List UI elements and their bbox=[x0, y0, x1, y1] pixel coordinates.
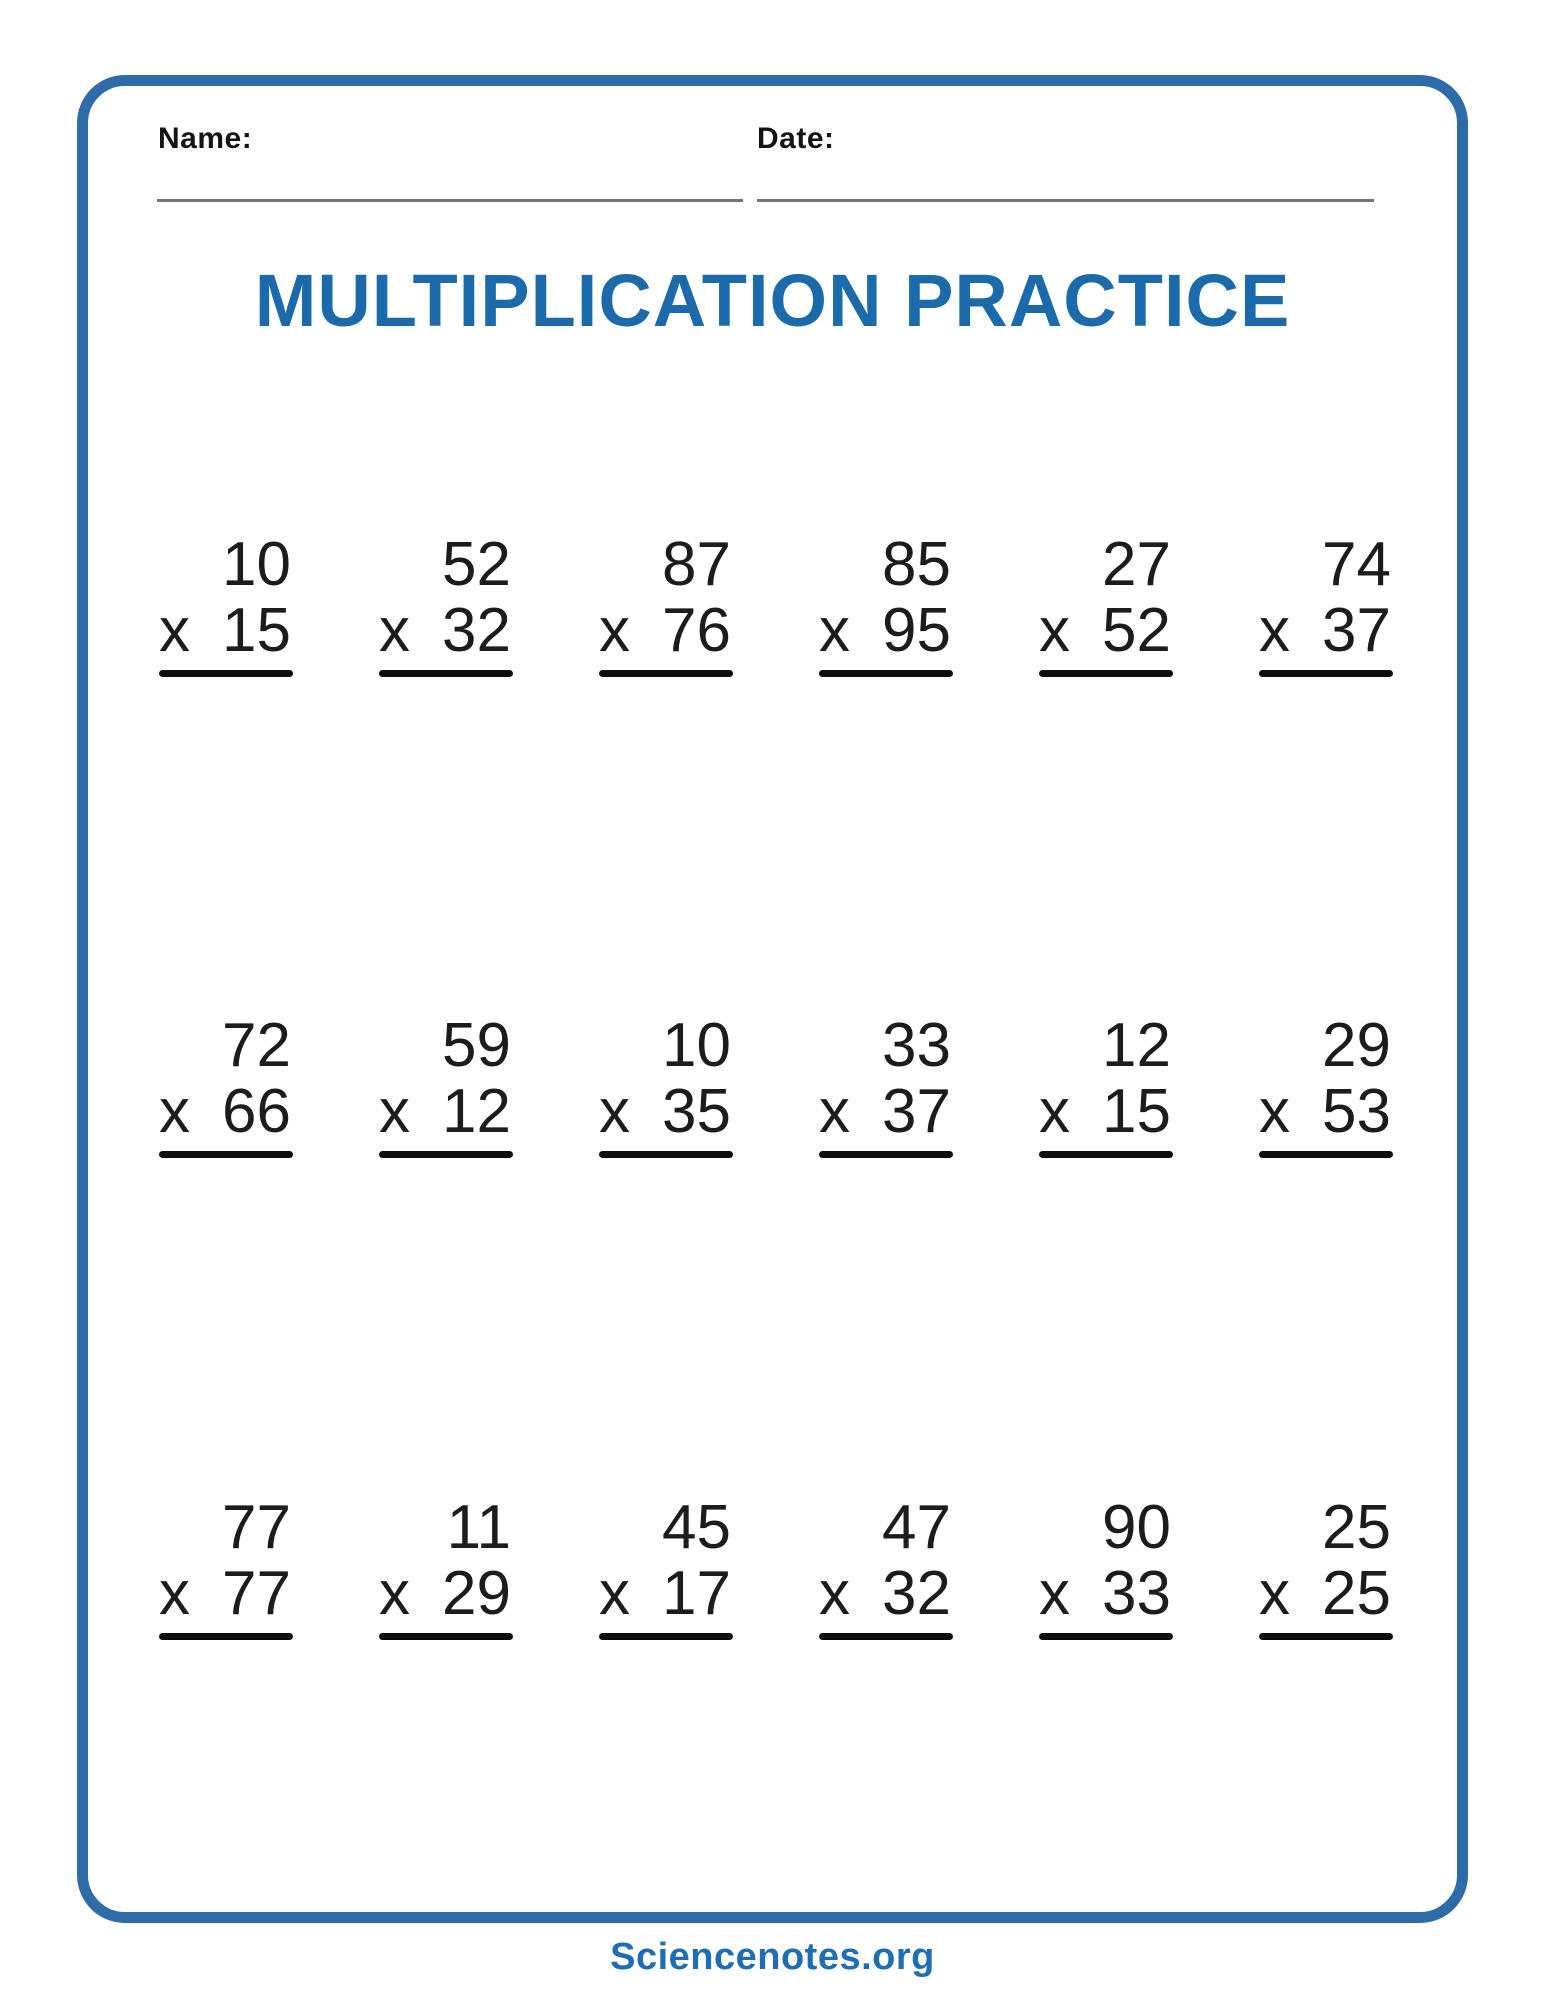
multiplicand: 11 bbox=[446, 1493, 511, 1562]
worksheet-title: MULTIPLICATION PRACTICE bbox=[254, 259, 1291, 342]
multiplier-row bbox=[599, 1079, 733, 1145]
multiplication-problem bbox=[599, 1495, 733, 1640]
multiplier: 37 bbox=[1322, 596, 1391, 665]
answer-line bbox=[819, 670, 953, 677]
multiplicand: 10 bbox=[222, 530, 291, 599]
multiplier: 66 bbox=[222, 1077, 291, 1146]
multiplication-problem bbox=[379, 1495, 513, 1640]
answer-line bbox=[819, 1633, 953, 1640]
multiplication-problem bbox=[159, 532, 293, 677]
multiplicand: 74 bbox=[1322, 530, 1391, 599]
multiplicand: 45 bbox=[662, 1493, 731, 1562]
multiplier: 33 bbox=[1102, 1559, 1171, 1628]
multiplier-row bbox=[1259, 1561, 1393, 1627]
multiplier: 37 bbox=[882, 1077, 951, 1146]
multiply-operator: x bbox=[819, 1077, 850, 1146]
answer-line bbox=[379, 670, 513, 677]
multiplicand: 25 bbox=[1322, 1493, 1391, 1562]
multiply-operator: x bbox=[379, 1559, 410, 1628]
multiplier-row bbox=[599, 598, 733, 664]
multiplier-row bbox=[159, 1079, 293, 1145]
multiplier-row bbox=[159, 598, 293, 664]
multiplicand: 85 bbox=[882, 530, 951, 599]
name-label: Name: bbox=[158, 122, 253, 155]
multiplicand: 29 bbox=[1322, 1011, 1391, 1080]
answer-line bbox=[819, 1151, 953, 1158]
multiplier: 15 bbox=[222, 596, 291, 665]
multiply-operator: x bbox=[1259, 1559, 1290, 1628]
answer-line bbox=[1039, 1151, 1173, 1158]
problem-row-2 bbox=[159, 1013, 1393, 1158]
answer-line bbox=[379, 1633, 513, 1640]
multiplicand: 72 bbox=[222, 1011, 291, 1080]
multiplication-problem bbox=[159, 1013, 293, 1158]
answer-line bbox=[379, 1151, 513, 1158]
multiplication-problem bbox=[379, 532, 513, 677]
worksheet-border-frame bbox=[77, 75, 1468, 1923]
multiply-operator: x bbox=[819, 596, 850, 665]
answer-line bbox=[1259, 1633, 1393, 1640]
multiplier: 77 bbox=[222, 1559, 291, 1628]
multiplication-problem bbox=[1039, 532, 1173, 677]
multiplicand: 77 bbox=[222, 1493, 291, 1562]
problem-row-3 bbox=[159, 1495, 1393, 1640]
answer-line bbox=[1039, 1633, 1173, 1640]
multiplier-row bbox=[599, 1561, 733, 1627]
multiplier-row bbox=[159, 1561, 293, 1627]
multiplier: 32 bbox=[882, 1559, 951, 1628]
multiply-operator: x bbox=[159, 1559, 190, 1628]
multiplier-row bbox=[1039, 1561, 1173, 1627]
multiplier: 95 bbox=[882, 596, 951, 665]
multiply-operator: x bbox=[159, 596, 190, 665]
multiply-operator: x bbox=[599, 1077, 630, 1146]
multiplicand: 52 bbox=[442, 530, 511, 599]
multiplier: 52 bbox=[1102, 596, 1171, 665]
footer-site-text: Sciencenotes.org bbox=[610, 1936, 935, 1978]
multiplier-row bbox=[1039, 598, 1173, 664]
multiplier: 29 bbox=[442, 1559, 511, 1628]
multiplier-row bbox=[379, 1561, 513, 1627]
multiply-operator: x bbox=[599, 1559, 630, 1628]
problem-row-1 bbox=[159, 532, 1393, 677]
multiply-operator: x bbox=[819, 1559, 850, 1628]
answer-line bbox=[159, 1633, 293, 1640]
answer-line bbox=[1259, 670, 1393, 677]
multiplication-problem bbox=[1259, 532, 1393, 677]
date-input-line bbox=[757, 199, 1374, 202]
multiplicand: 33 bbox=[882, 1011, 951, 1080]
multiplier: 25 bbox=[1322, 1559, 1391, 1628]
answer-line bbox=[1039, 670, 1173, 677]
multiplication-problem bbox=[599, 1013, 733, 1158]
multiplication-problem bbox=[379, 1013, 513, 1158]
multiplier: 15 bbox=[1102, 1077, 1171, 1146]
answer-line bbox=[599, 670, 733, 677]
multiplicand: 12 bbox=[1102, 1011, 1171, 1080]
multiplier-row bbox=[379, 598, 513, 664]
multiplier: 12 bbox=[442, 1077, 511, 1146]
multiplication-problem bbox=[1259, 1495, 1393, 1640]
multiply-operator: x bbox=[159, 1077, 190, 1146]
multiplier: 53 bbox=[1322, 1077, 1391, 1146]
multiplicand: 59 bbox=[442, 1011, 511, 1080]
multiplication-problem bbox=[819, 1495, 953, 1640]
name-input-line bbox=[157, 199, 743, 202]
multiplicand: 27 bbox=[1102, 530, 1171, 599]
multiplier-row bbox=[819, 1079, 953, 1145]
multiplier: 17 bbox=[662, 1559, 731, 1628]
answer-line bbox=[159, 1151, 293, 1158]
answer-line bbox=[599, 1633, 733, 1640]
multiplication-problem bbox=[819, 532, 953, 677]
multiplier: 76 bbox=[662, 596, 731, 665]
multiplier-row bbox=[819, 1561, 953, 1627]
multiplication-problem bbox=[819, 1013, 953, 1158]
multiplicand: 90 bbox=[1102, 1493, 1171, 1562]
multiplier: 32 bbox=[442, 596, 511, 665]
multiplication-problem bbox=[1039, 1495, 1173, 1640]
multiplier-row bbox=[819, 598, 953, 664]
multiplicand: 47 bbox=[882, 1493, 951, 1562]
multiplicand: 10 bbox=[662, 1011, 731, 1080]
multiplier: 35 bbox=[662, 1077, 731, 1146]
multiplication-problem bbox=[1039, 1013, 1173, 1158]
multiplicand: 87 bbox=[662, 530, 731, 599]
multiply-operator: x bbox=[1039, 1077, 1070, 1146]
answer-line bbox=[1259, 1151, 1393, 1158]
answer-line bbox=[599, 1151, 733, 1158]
multiply-operator: x bbox=[1039, 1559, 1070, 1628]
multiplier-row bbox=[1039, 1079, 1173, 1145]
multiply-operator: x bbox=[1039, 596, 1070, 665]
multiplication-problem bbox=[599, 532, 733, 677]
multiply-operator: x bbox=[1259, 596, 1290, 665]
multiply-operator: x bbox=[599, 596, 630, 665]
answer-line bbox=[159, 670, 293, 677]
multiplier-row bbox=[1259, 598, 1393, 664]
multiplier-row bbox=[379, 1079, 513, 1145]
multiply-operator: x bbox=[379, 1077, 410, 1146]
multiplication-problem bbox=[1259, 1013, 1393, 1158]
multiply-operator: x bbox=[379, 596, 410, 665]
multiply-operator: x bbox=[1259, 1077, 1290, 1146]
multiplication-problem bbox=[159, 1495, 293, 1640]
multiplier-row bbox=[1259, 1079, 1393, 1145]
date-label: Date: bbox=[757, 122, 835, 155]
